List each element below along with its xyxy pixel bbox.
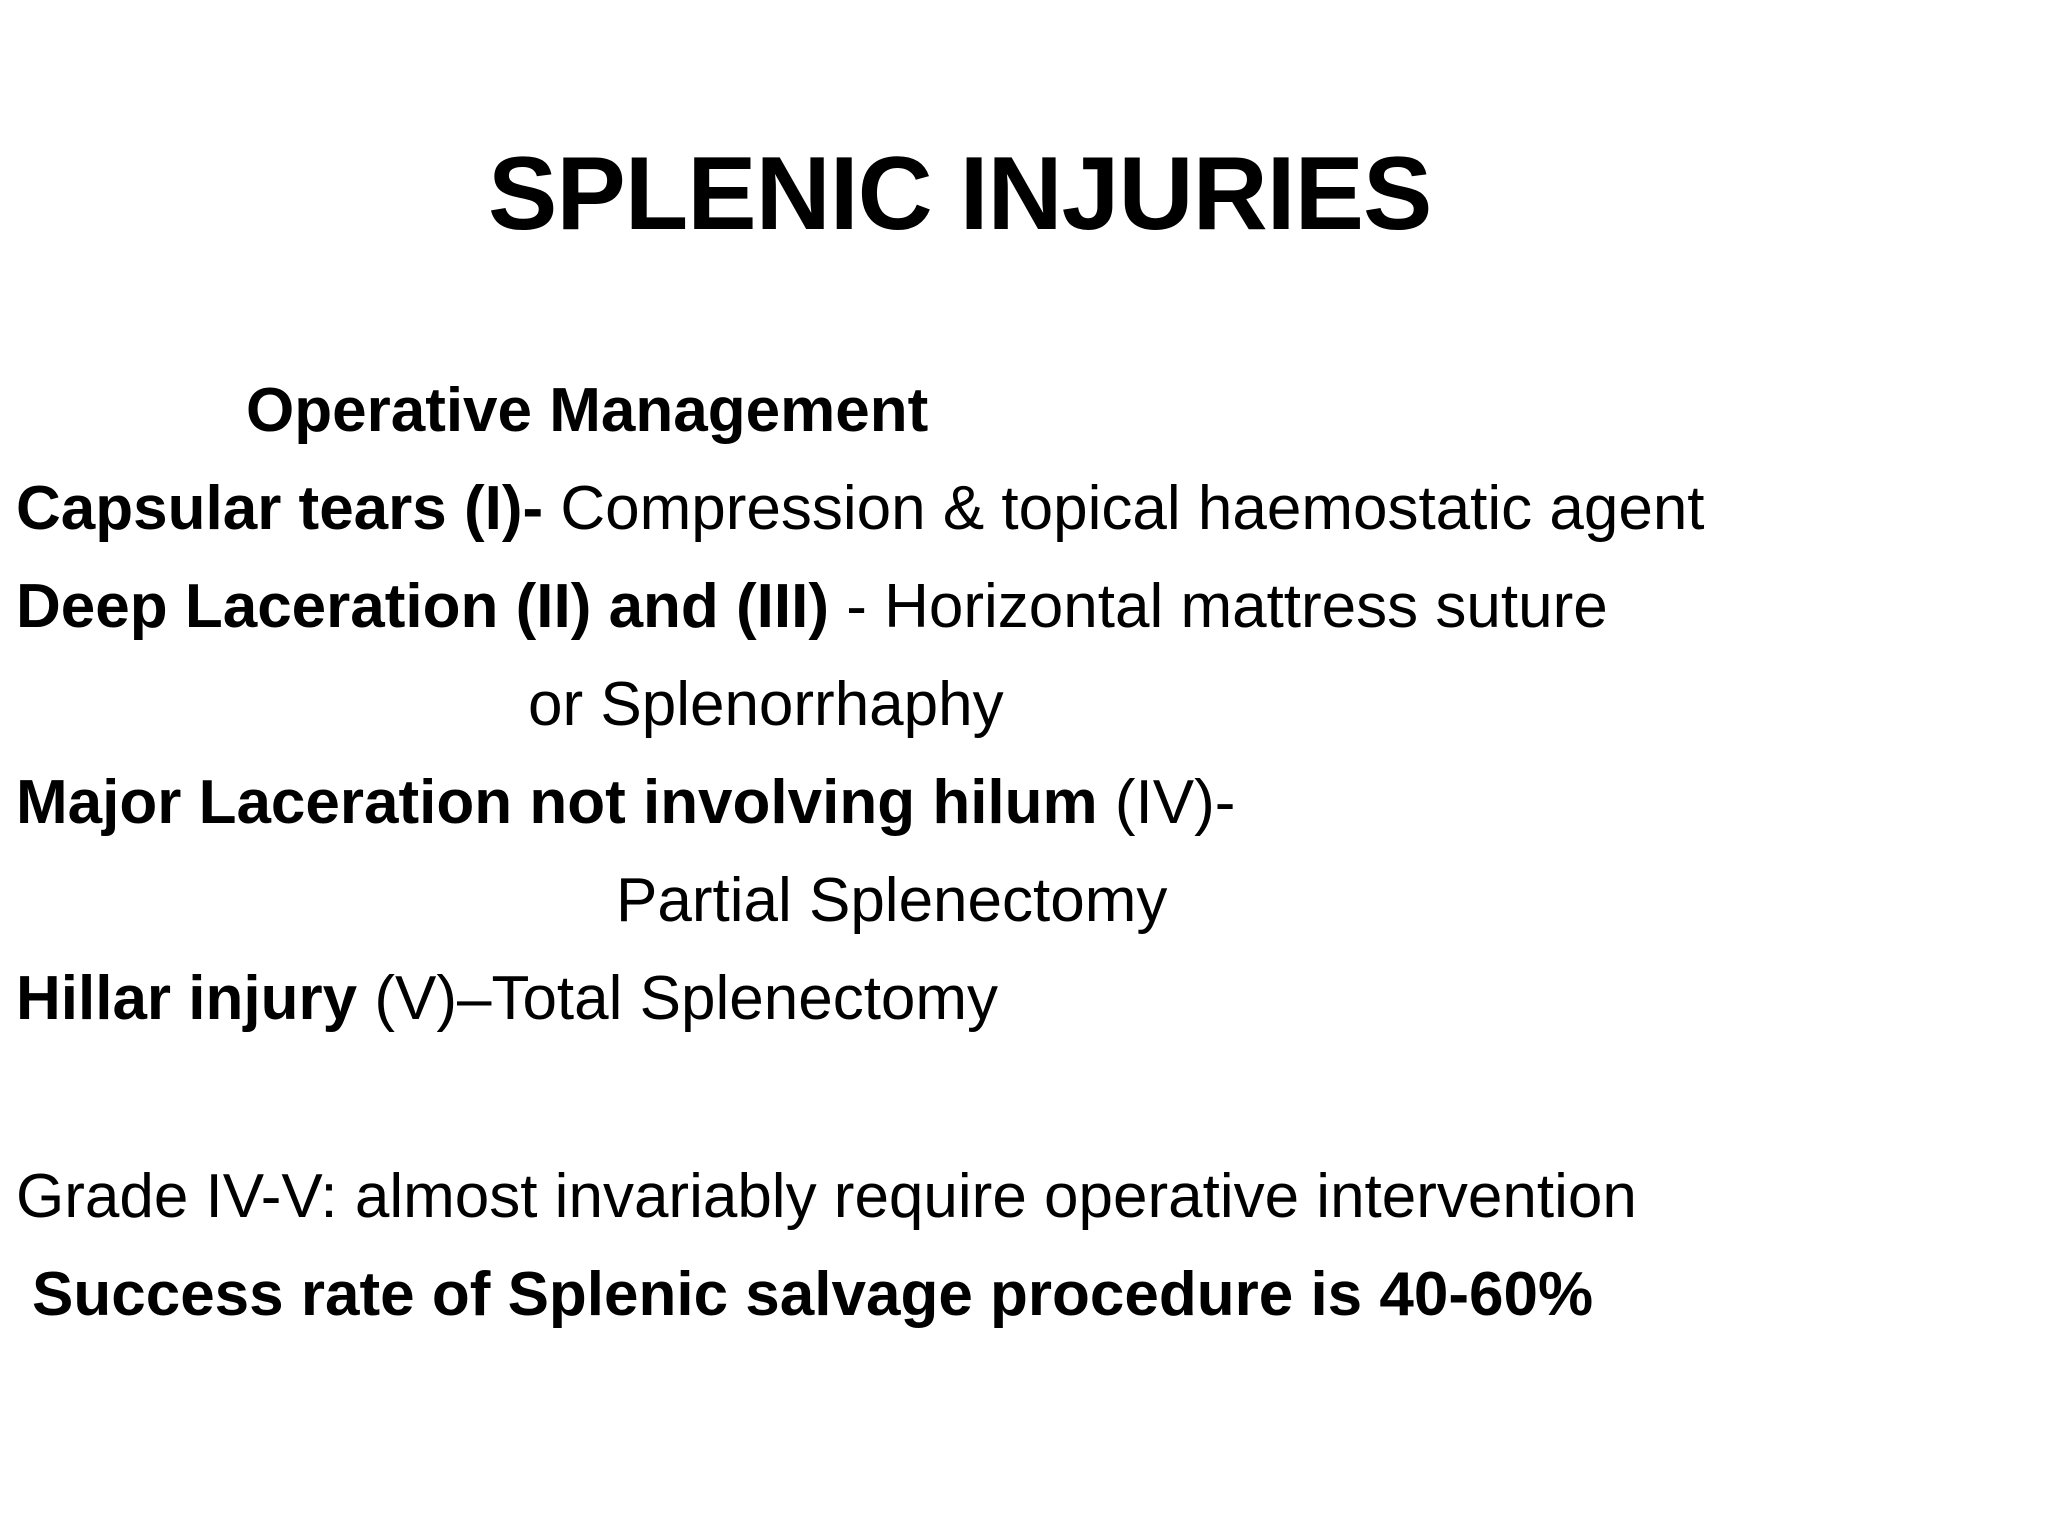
row-text: - Horizontal mattress suture: [829, 572, 1608, 641]
slide-title: SPLENIC INJURIES: [488, 136, 1432, 252]
row-label: Capsular tears (I)-: [16, 474, 544, 543]
row-text: (IV)-: [1097, 768, 1236, 837]
row-label: Major Laceration not involving hilum: [16, 768, 1098, 837]
row-label: Hillar injury: [16, 964, 358, 1033]
row-capsular-tears: [16, 474, 1705, 543]
row-text: (V)–Total Splenectomy: [357, 964, 999, 1033]
row-hillar-injury: [16, 964, 999, 1033]
section-heading: Operative Management: [246, 376, 929, 445]
row-label: Deep Laceration (II) and (III): [16, 572, 829, 641]
row-major-laceration-continuation: Partial Splenectomy: [616, 866, 1168, 935]
row-deep-laceration-continuation: or Splenorrhaphy: [528, 670, 1004, 739]
success-rate-statement: Success rate of Splenic salvage procedure is 40-60%: [32, 1260, 1594, 1329]
grade-note: Grade IV-V: almost invariably require operative intervention: [16, 1162, 1637, 1231]
row-major-laceration: [16, 768, 1236, 837]
row-text: Compression & topical haemostatic agent: [543, 474, 1705, 543]
row-deep-laceration: [16, 572, 1608, 641]
